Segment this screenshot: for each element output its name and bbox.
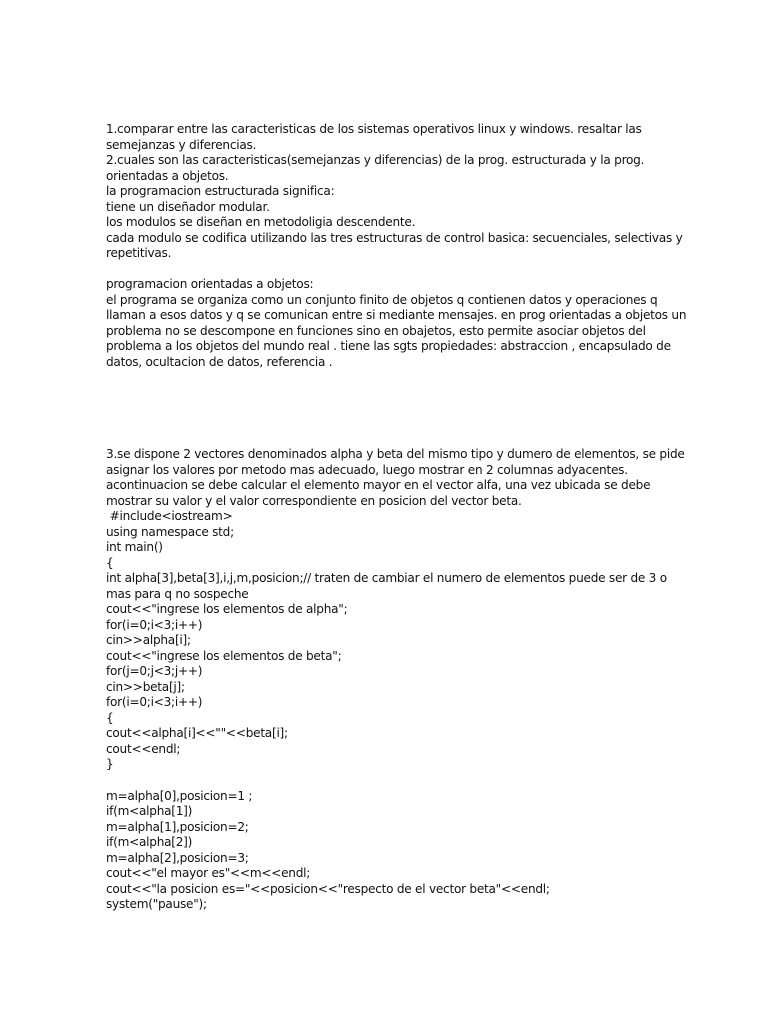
code-line: m=alpha[0],posicion=1 ;: [106, 788, 253, 803]
code-line: cin>>beta[j];: [106, 679, 185, 694]
text-line: asignar los valores por metodo mas adecuado, luego mostrar en 2 columnas adyacentes.: [106, 462, 628, 477]
code-block-main: [106, 509, 667, 773]
text-line: datos, ocultacion de datos, referencia .: [106, 354, 333, 369]
text-line: 1.comparar entre las caracteristicas de los sistemas operativos linux y windows. resaltar las: [106, 122, 642, 136]
text-line: cada modulo se codifica utilizando las tres estructuras de control basica: secuenciales, selectivas y: [106, 230, 683, 245]
code-line: cout<<endl;: [106, 741, 181, 756]
text-line: semejanzas y diferencias.: [106, 137, 257, 152]
text-line: el programa se organiza como un conjunto finito de objetos q contienen datos y operaciones q: [106, 292, 658, 307]
text-line: tiene un diseñador modular.: [106, 199, 270, 214]
code-line: m=alpha[2],posicion=3;: [106, 850, 249, 865]
code-line: system("pause");: [106, 897, 207, 911]
code-line: if(m<alpha[1]): [106, 804, 193, 818]
code-line: m=alpha[1],posicion=2;: [106, 819, 249, 834]
text-line: llaman a esos datos y q se comunican entre si mediante mensajes. en prog orientadas a objetos un: [106, 308, 687, 322]
code-line: #include<iostream>: [106, 509, 233, 523]
code-line: for(i=0;i<3;i++): [106, 617, 203, 632]
text-line: programacion orientadas a objetos:: [106, 277, 314, 291]
code-line: cout<<alpha[i]<<""<<beta[i];: [106, 726, 288, 740]
code-line: {: [106, 710, 114, 725]
text-line: repetitivas.: [106, 246, 172, 260]
text-line: mostrar su valor y el valor correspondiente en posicion del vector beta.: [106, 493, 522, 508]
text-line: la programacion estructurada significa:: [106, 184, 335, 198]
code-line: for(i=0;i<3;i++): [106, 695, 203, 709]
code-line: cout<<"el mayor es"<<m<<endl;: [106, 866, 311, 880]
code-line: {: [106, 555, 114, 570]
text-line: problema no se descompone en funciones sino en obajetos, esto permite asociar objetos del: [106, 323, 646, 338]
code-line: cout<<"la posicion es="<<posicion<<"respecto de el vector beta"<<endl;: [106, 881, 550, 896]
text-line: 2.cuales son las caracteristicas(semejanzas y diferencias) de la prog. estructurada y la prog.: [106, 153, 645, 167]
code-line: cout<<"ingrese los elementos de beta";: [106, 648, 342, 663]
code-line: int alpha[3],beta[3],i,j,m,posicion;// traten de cambiar el numero de elementos puede ser de 3 o: [106, 571, 667, 585]
oop-section: [106, 277, 687, 370]
text-line: acontinuacion se debe calcular el elemento mayor en el vector alfa, una vez ubicada se debe: [106, 478, 651, 492]
code-line: if(m<alpha[2]): [106, 835, 193, 849]
text-line: los modulos se diseñan en metodoligia descendente.: [106, 215, 416, 229]
code-line: }: [106, 757, 114, 771]
vectors-question-section: [106, 447, 685, 509]
text-line: 3.se dispone 2 vectores denominados alpha y beta del mismo tipo y dumero de elementos, se pide: [106, 447, 685, 461]
document-page: [106, 122, 687, 913]
text-line: orientadas a objetos.: [106, 168, 229, 183]
code-line: mas para q no sospeche: [106, 586, 249, 601]
code-line: cout<<"ingrese los elementos de alpha";: [106, 602, 348, 616]
code-line: cin>>alpha[i];: [106, 633, 191, 647]
questions-section: [106, 122, 683, 262]
code-line: int main(): [106, 540, 163, 554]
text-line: problema a los objetos del mundo real . tiene las sgts propiedades: abstraccion , encapsulado de: [106, 339, 671, 353]
code-line: for(j=0;j<3;j++): [106, 664, 203, 678]
code-line: using namespace std;: [106, 524, 234, 539]
code-block-max: [106, 789, 662, 913]
